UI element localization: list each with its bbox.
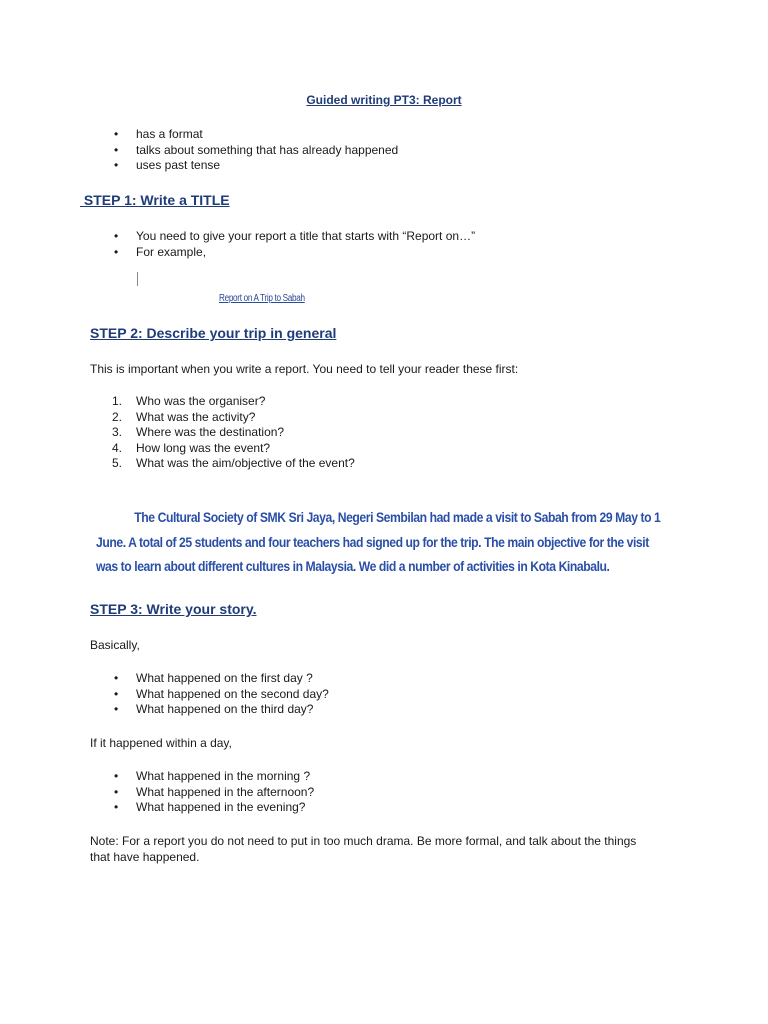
list-number: 5. [112, 456, 123, 470]
note-paragraph [90, 834, 690, 865]
list-item [0, 425, 355, 441]
list-item: • What happened in the afternoon? [0, 785, 314, 801]
list-number: 2. [112, 409, 123, 424]
step3-heading: STEP 3: Write your story. [90, 601, 257, 617]
list-item: • uses past tense [0, 158, 398, 174]
days-bullet-list [0, 671, 329, 718]
list-item: • For example, [0, 245, 475, 261]
intro-bullet-list [0, 127, 398, 174]
note-line: that have happened. [90, 849, 200, 864]
step1-heading: STEP 1: Write a TITLE [80, 192, 230, 208]
list-text: What was the activity? [136, 409, 256, 424]
list-number: 1. [112, 394, 123, 408]
step1-bullet-list [0, 229, 475, 260]
list-item [0, 456, 355, 472]
sample-line: The Cultural Society of SMK Sri Jaya, Negeri Sembilan had made a visit to Sabah from 29 May to 1 [134, 509, 661, 525]
list-item: • What happened on the third day? [0, 702, 329, 718]
times-bullet-list [0, 769, 314, 816]
list-item: • talks about something that has already happened [0, 143, 398, 159]
sample-line: June. A total of 25 students and four teachers had signed up for the trip. The main objective for the visit [96, 533, 649, 550]
list-item: • What happened on the second day? [0, 687, 329, 703]
list-number: 4. [112, 440, 123, 455]
list-text: Who was the organiser? [136, 394, 266, 408]
basically-text: Basically, [90, 638, 140, 652]
list-item [0, 410, 355, 426]
list-text: What was the aim/objective of the event? [136, 456, 355, 470]
list-item: • What happened in the evening? [0, 800, 314, 816]
page-title: Guided writing PT3: Report [306, 93, 462, 107]
list-item: • has a format [0, 127, 398, 143]
within-day-text: If it happened within a day, [90, 736, 232, 750]
list-text: How long was the event? [136, 440, 271, 455]
list-item: • What happened on the first day ? [0, 671, 329, 687]
step2-question-list [0, 394, 355, 472]
step2-intro: This is important when you write a report. You need to tell your reader these first: [90, 362, 519, 376]
list-item [0, 441, 355, 457]
example-title: Report on A Trip to Sabah [219, 293, 305, 304]
list-item [0, 394, 355, 410]
list-text: Where was the destination? [136, 425, 285, 439]
step2-heading: STEP 2: Describe your trip in general [90, 325, 337, 341]
sample-line: was to learn about different cultures in Malaysia. We did a number of activities in Kota Kinabalu. [96, 558, 610, 574]
sample-paragraph [96, 505, 661, 579]
list-number: 3. [112, 425, 123, 439]
text-cursor-mark [137, 272, 138, 286]
list-item: • You need to give your report a title that starts with “Report on…” [0, 229, 475, 245]
list-item: • What happened in the morning ? [0, 769, 314, 785]
note-line: Note: For a report you do not need to put in too much drama. Be more formal, and talk about the things [90, 834, 637, 848]
